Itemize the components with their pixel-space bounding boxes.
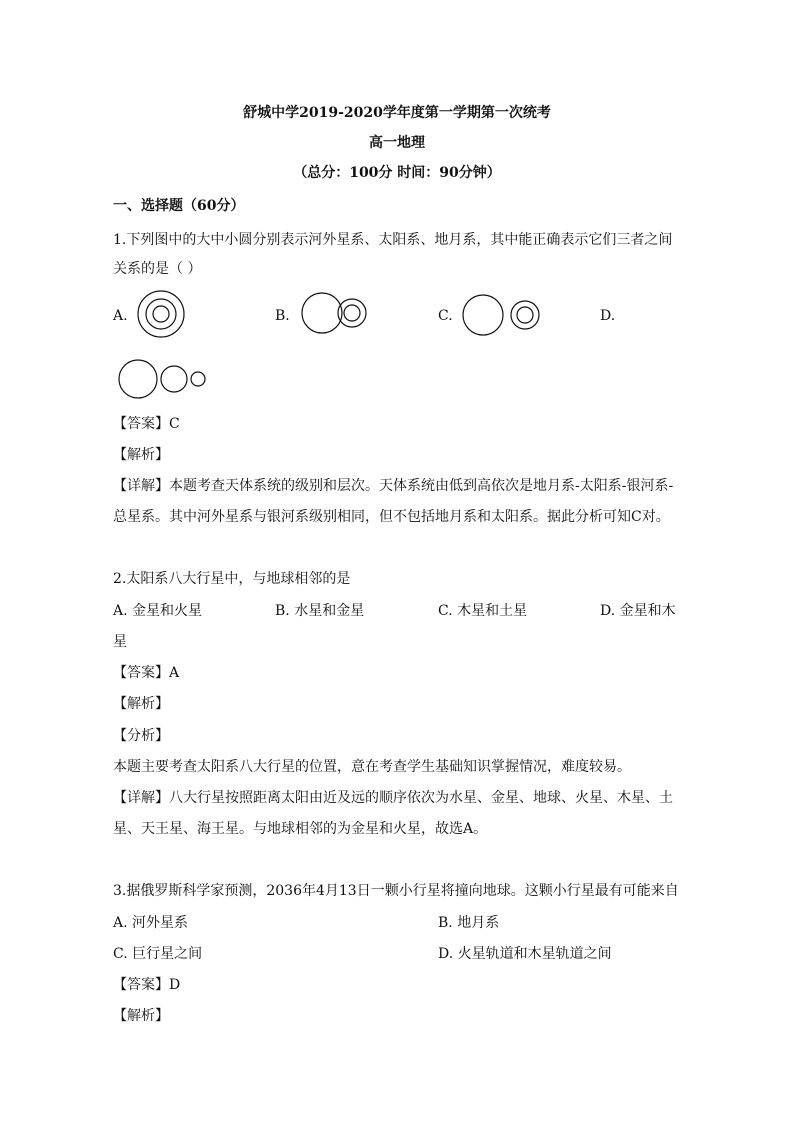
q1-option-a-diagram: [135, 290, 189, 344]
q1-detail-line2: 总星系。其中河外星系与银河系级别相同，但不包括地月系和太阳系。据此分析可知C对。: [113, 509, 670, 525]
q2-detail-line1: 【详解】八大行星按照距离太阳由近及远的顺序依次为水星、金星、地球、火星、木星、土: [113, 790, 673, 806]
q1-detail-line1: 【详解】本题考查天体系统的级别和层次。天体系统由低到高依次是地月系-太阳系-银河系-: [113, 478, 674, 494]
exam-title: 舒城中学2019-2020学年度第一学期第一次统考: [243, 105, 551, 121]
q1-option-b-diagram: [300, 292, 372, 336]
q1-analysis: 【解析】: [113, 447, 169, 463]
q3-option-a: A. 河外星系: [113, 915, 189, 931]
q1-option-d-diagram: [117, 359, 211, 401]
section-heading: 一、选择题（60分）: [113, 198, 245, 214]
q1-option-a-label: A.: [113, 308, 128, 324]
q2-option-d: D. 金星和木: [600, 603, 676, 619]
q2-answer: 【答案】A: [113, 665, 180, 681]
q2-option-d-continued: 星: [113, 634, 127, 650]
q2-analysis: 【解析】: [113, 696, 169, 712]
q3-stem: 3.据俄罗斯科学家预测，2036年4月13日一颗小行星将撞向地球。这颗小行星最有可能来自: [113, 883, 679, 899]
q3-option-d: D. 火星轨道和木星轨道之间: [438, 946, 612, 962]
q2-option-c: C. 木星和土星: [438, 603, 528, 619]
q1-option-d-label: D.: [600, 308, 616, 324]
q2-fenxi-text: 本题主要考查太阳系八大行星的位置，意在考查学生基础知识掌握情况，难度较易。: [113, 759, 631, 775]
q3-answer: 【答案】D: [113, 977, 181, 993]
q2-option-b: B. 水星和金星: [275, 603, 365, 619]
q1-stem-line2: 关系的是（ ）: [113, 261, 202, 277]
q1-option-c-label: C.: [438, 308, 453, 324]
q1-answer: 【答案】C: [113, 416, 180, 432]
exam-subject: 高一地理: [369, 135, 425, 151]
q3-option-b: B. 地月系: [438, 915, 500, 931]
q2-detail-line2: 星、天王星、海王星。与地球相邻的为金星和火星，故选A。: [113, 821, 488, 837]
q2-stem: 2.太阳系八大行星中，与地球相邻的是: [113, 571, 351, 587]
q2-option-a: A. 金星和火星: [113, 603, 203, 619]
exam-meta: （总分：100分 时间：90分钟）: [293, 165, 501, 181]
q1-option-c-diagram: [462, 294, 544, 338]
q1-option-b-label: B.: [275, 308, 290, 324]
q3-option-c: C. 巨行星之间: [113, 946, 203, 962]
q2-fenxi-label: 【分析】: [113, 728, 169, 744]
q1-stem-line1: 1.下列图中的大中小圆分别表示河外星系、太阳系、地月系，其中能正确表示它们三者之间: [113, 232, 673, 248]
q3-analysis: 【解析】: [113, 1008, 169, 1024]
